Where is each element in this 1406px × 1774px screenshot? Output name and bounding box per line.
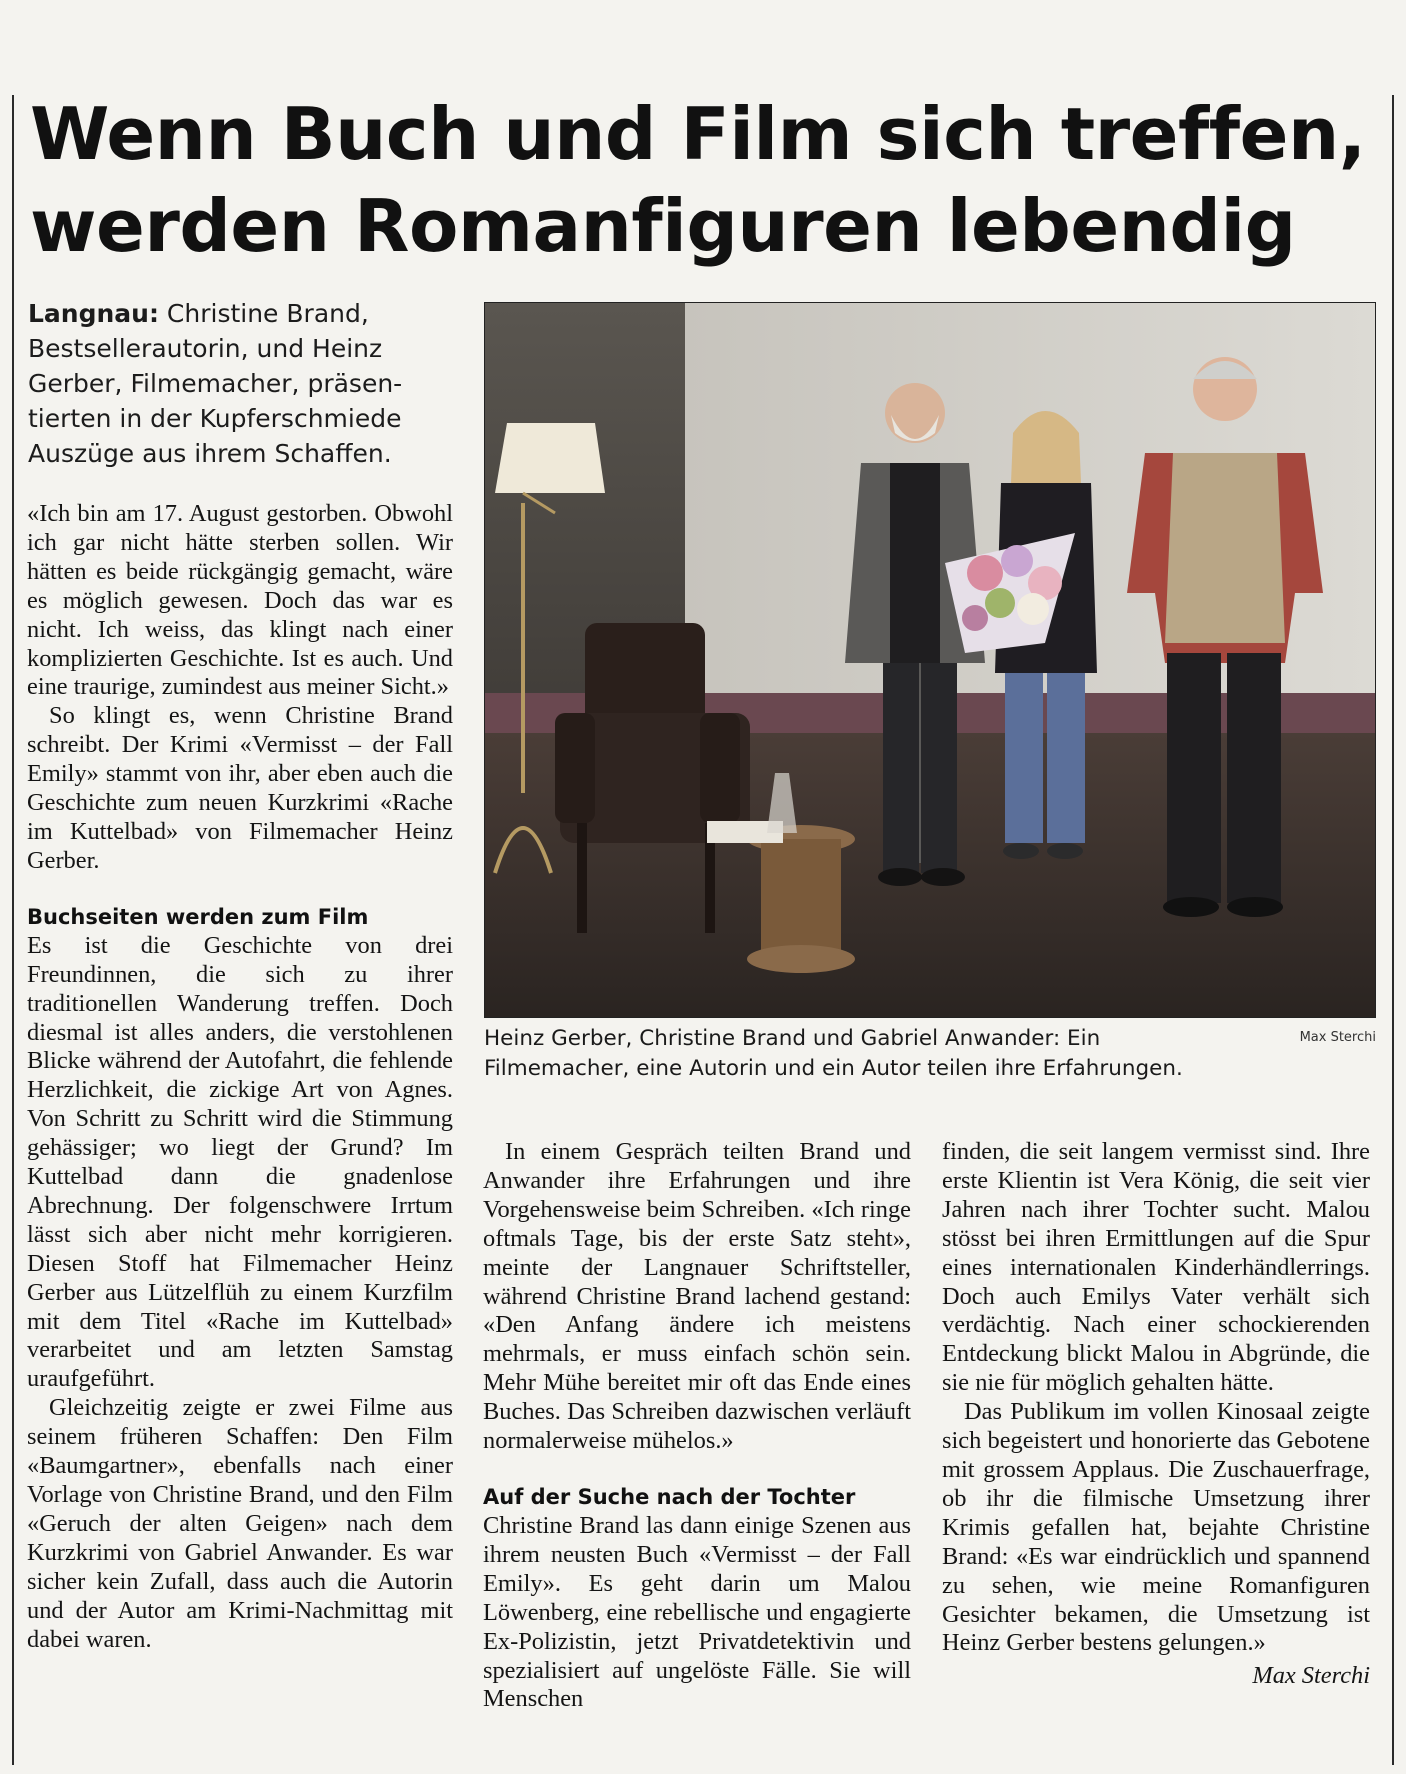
- article-column-3: [942, 1138, 1370, 1691]
- body-paragraph: Das Publikum im vollen Kinosaal zeigte sich begeistert und honorierte das Gebotene mit grossem Applaus. Die Zuschauerfrage, ob ihr die filmische Umsetzung ihrer Krimis gefallen hat, bejahte Christine Brand: «Es war eindrücklich und spannend zu sehen, wie meine Romanfiguren Gesichter bekamen, die Umsetzung ist Heinz Gerber bestens gelungen.»: [942, 1398, 1370, 1657]
- headline-line-1: Wenn Buch und Film sich treffen,: [30, 92, 1366, 176]
- dateline: Langnau:: [28, 299, 159, 328]
- lead-paragraph: [28, 296, 448, 471]
- body-paragraph: Es ist die Geschichte von drei Freundinnen, die sich zu ihrer traditionellen Wanderung treffen. Doch diesmal ist alles anders, die verstohlenen Blicke während der Autofahrt, die fehlende Herzlichkeit, die zickige Art von Agnes. Von Schritt zu Schritt wird die Stimmung gehässiger; wo liegt der Grund? Im Kuttelbad dann die gnadenlose Abrechnung. Der folgenschwere Irrtum lässt sich aber nicht mehr korrigieren. Diesen Stoff hat Filmemacher Heinz Gerber aus Lützelflüh zu einem Kurzfilm mit dem Titel «Rache im Kuttelbad» verarbeitet und am letzten Samstag uraufgeführt.: [27, 931, 453, 1393]
- column-rule-right: [1392, 95, 1394, 1765]
- body-paragraph: Christine Brand las dann einige Szenen aus ihrem neusten Buch «Vermisst – der Fall Emily». Es geht darin um Malou Löwenberg, eine rebellische und engagierte Ex-Polizistin, jetzt Privatdetektivin und spezialisiert auf ungelöste Fälle. Sie will Menschen: [483, 1511, 911, 1713]
- body-paragraph: «Ich bin am 17. August gestorben. Obwohl ich gar nicht hätte sterben sollen. Wir hätten es beide rückgängig gemacht, wäre es möglich gewesen. Doch das war es nicht. Ich weiss, das klingt nach einer komplizierten Geschichte. Ist es auch. Und eine traurige, zumindest aus meiner Sicht.»: [27, 500, 453, 701]
- photo-illustration: [485, 303, 1375, 1017]
- article-photo: [484, 302, 1376, 1018]
- article-column-2: [483, 1138, 911, 1714]
- body-paragraph: So klingt es, wenn Christine Brand schreibt. Der Krimi «Vermisst – der Fall Emily» stammt von ihr, aber eben auch die Geschichte zum neuen Kurzkrimi «Rache im Kuttelbad» von Filmemacher Heinz Gerber.: [27, 702, 453, 874]
- author-byline: Max Sterchi: [1252, 1662, 1370, 1690]
- body-paragraph: In einem Gespräch teilten Brand und Anwander ihre Erfahrungen und ihre Vorgehensweise beim Schreiben. «Ich ringe oftmals Tage, bis der erste Satz steht», meinte der Langnauer Schriftsteller, während Christine Brand lachend gestand: «Den Anfang ändere ich meistens mehrmals, er muss einfach schön sein. Mehr Mühe bereitet mir oft das Ende eines Buches. Das Schreiben dazwischen verläuft normalerweise mühelos.»: [483, 1138, 911, 1455]
- body-paragraph: Gleichzeitig zeigte er zwei Filme aus seinem früheren Schaffen: Den Film «Baumgartner», ebenfalls nach einer Vorlage von Christine Brand, und den Film «Geruch der alten Geigen» nach dem Kurzkrimi von Gabriel Anwander. Es war sicher kein Zufall, dass auch die Autorin und der Autor am Krimi-Nachmittag mit dabei waren.: [27, 1394, 453, 1653]
- photo-caption: Heinz Gerber, Christine Brand und Gabriel Anwander: Ein Filmemacher, eine Autorin und ein Autor teilen ihre Erfahrungen.: [484, 1026, 1183, 1081]
- article-column-1: [27, 500, 453, 1654]
- body-paragraph: finden, die seit langem vermisst sind. Ihre erste Klientin ist Vera König, die seit vier Jahren nach ihrer Tochter sucht. Malou stösst bei ihren Ermittlungen auf die Spur eines internationalen Kinderhändlerrings. Doch auch Emilys Vater verhält sich verdächtig. Nach einer schockierenden Entdeckung blickt Malou in Abgründe, die sie nie für möglich gehalten hätte.: [942, 1138, 1370, 1397]
- subheading: Buchseiten werden zum Film: [27, 904, 369, 929]
- subheading: Auf der Suche nach der Tochter: [483, 1484, 856, 1509]
- lead-text: Christine Brand, Bestsellerautorin, und Heinz Gerber, Filmemacher, präsen-tierten in der Kupferschmiede Auszüge aus ihrem Schaffen.: [28, 299, 403, 468]
- headline: [30, 88, 1366, 272]
- column-rule-left: [12, 95, 14, 1765]
- photo-credit: Max Sterchi: [1299, 1030, 1376, 1045]
- headline-line-2: werden Romanfiguren lebendig: [30, 184, 1296, 268]
